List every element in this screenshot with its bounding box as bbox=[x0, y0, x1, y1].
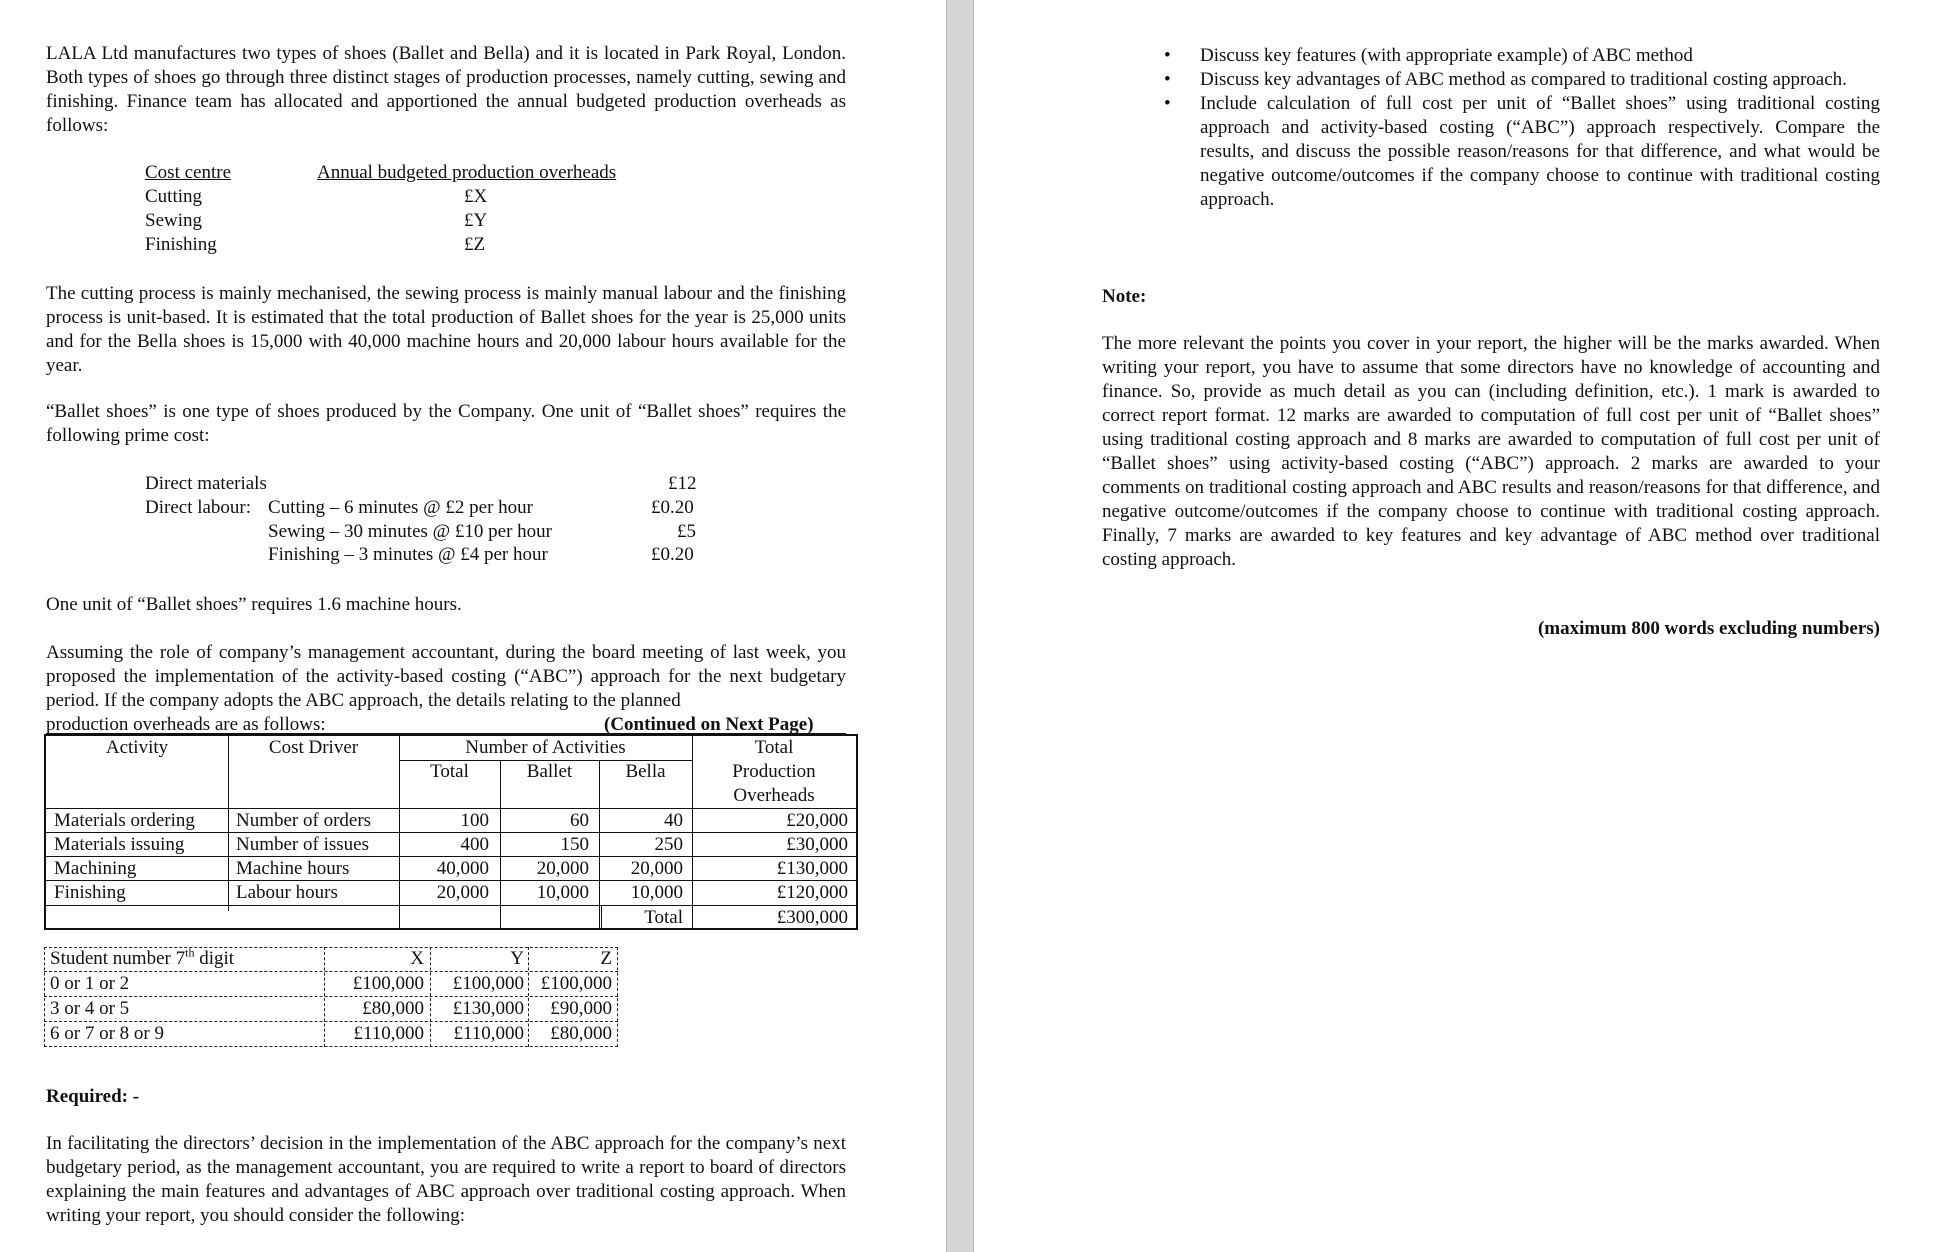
table-cell-overheads: £20,000 bbox=[786, 810, 848, 831]
word-limit: (maximum 800 words excluding numbers) bbox=[1537, 618, 1880, 639]
student-digit: 3 or 4 or 5 bbox=[50, 998, 130, 1019]
labour-finishing-value: £0.20 bbox=[651, 544, 694, 565]
student-number-table bbox=[44, 947, 618, 1049]
list-item: • Include calculation of full cost per unit of “Ballet shoes” using traditional costing approach and activity-based costing (“ABC”) approach respectively. Compare the results, and discuss the possible reason/reasons for that difference, and what would be negative outcome/outcomes if the company choose to continue with traditional costing approach. bbox=[1164, 92, 1880, 212]
prime-cost-paragraph: “Ballet shoes” is one type of shoes produced by the Company. One unit of “Ballet shoes” requires the following prime cost: bbox=[46, 401, 846, 446]
table-cell-activity: Finishing bbox=[54, 882, 126, 903]
student-x: £100,000 bbox=[352, 973, 424, 994]
table-cell-total: 20,000 bbox=[436, 882, 489, 903]
student-z: £80,000 bbox=[550, 1023, 612, 1044]
table-cell-total: 100 bbox=[460, 810, 489, 831]
process-paragraph: The cutting process is mainly mechanised, the sewing process is mainly manual labour and the finishing process is unit-based. It is estimated that the total production of Ballet shoes for the year is 25,000 units and for the Bella shoes is 15,000 with 40,000 machine hours and 20,000 labour hours available for the year. bbox=[46, 283, 846, 376]
labour-sewing: Sewing – 30 minutes @ £10 per hour bbox=[268, 521, 552, 542]
col-header-total-prod: Total bbox=[754, 737, 794, 758]
table-cell-ballet: 150 bbox=[560, 834, 589, 855]
document-page-left bbox=[0, 0, 946, 1252]
machine-hours-sentence: One unit of “Ballet shoes” requires 1.6 machine hours. bbox=[46, 594, 462, 615]
table-cell-overheads: £130,000 bbox=[776, 858, 848, 879]
required-label: Required: - bbox=[46, 1086, 140, 1107]
student-digit: 6 or 7 or 8 or 9 bbox=[50, 1023, 164, 1044]
table-cell-ballet: 60 bbox=[570, 810, 589, 831]
cost-centre-header: Cost centre bbox=[145, 162, 232, 183]
table-cell-driver: Machine hours bbox=[236, 858, 350, 879]
table-cell-activity: Materials ordering bbox=[54, 810, 195, 831]
col-header-num-activities: Number of Activities bbox=[465, 737, 626, 758]
table-cell-bella: 10,000 bbox=[630, 882, 683, 903]
student-col-z: Z bbox=[600, 948, 612, 969]
cost-centre-amount: £Z bbox=[464, 234, 486, 255]
student-digit: 0 or 1 or 2 bbox=[50, 973, 130, 994]
assume-last-line: production overheads are as follows: bbox=[46, 714, 326, 735]
list-item: • Discuss key advantages of ABC method as compared to traditional costing approach. bbox=[1164, 68, 1880, 92]
note-paragraph: The more relevant the points you cover in your report, the higher will be the marks awarded. When writing your report, you have to assume that some directors have no knowledge of accounting and finance. So, provide as much detail as you can (including definition, etc.). 1 mark is awarded to correct report format. 12 marks are awarded to computation of full cost per unit of “Ballet shoes” using traditional costing approach and 8 marks are awarded to computation of full cost per unit of “Ballet shoes” using activity-based costing (“ABC”) approach. 2 marks are awarded to your comments on traditional costing approach and ABC results and reason/reasons for that difference, and negative outcome/outcomes if the company choose to continue with traditional costing approach. Finally, 7 marks are awarded to key features and key advantage of ABC method over traditional costing approach. bbox=[1102, 333, 1880, 570]
cost-centre-amount: £Y bbox=[464, 210, 488, 231]
direct-materials-label: Direct materials bbox=[145, 473, 267, 494]
table-cell-driver: Labour hours bbox=[236, 882, 338, 903]
note-label: Note: bbox=[1102, 286, 1147, 307]
activity-table bbox=[44, 734, 858, 930]
direct-materials-value: £12 bbox=[668, 473, 697, 494]
requirements-list bbox=[1164, 44, 1880, 212]
labour-cutting: Cutting – 6 minutes @ £2 per hour bbox=[268, 497, 534, 518]
direct-labour-label: Direct labour: bbox=[145, 497, 252, 518]
table-total-label: Total bbox=[644, 907, 683, 928]
table-cell-overheads: £120,000 bbox=[776, 882, 848, 903]
table-cell-driver: Number of orders bbox=[236, 810, 372, 831]
student-x: £110,000 bbox=[353, 1023, 424, 1044]
page-gutter bbox=[946, 0, 974, 1252]
table-cell-activity: Machining bbox=[54, 858, 137, 879]
overheads-header: Annual budgeted production overheads bbox=[317, 162, 617, 183]
intro-paragraph: LALA Ltd manufactures two types of shoes (Ballet and Bella) and it is located in Park Royal, London. Both types of shoes go through three distinct stages of production processes, namely cutting, sewing and finishing. Finance team has allocated and apportioned the annual budgeted production overheads as follows: bbox=[46, 43, 846, 136]
table-cell-bella: 250 bbox=[654, 834, 683, 855]
assume-paragraph: Assuming the role of company’s management accountant, during the board meeting of last week, you proposed the implementation of the activity-based costing (“ABC”) approach for the next budgetary period. If the company adopts the ABC approach, the details relating to the planned bbox=[46, 642, 846, 711]
student-z: £90,000 bbox=[550, 998, 612, 1019]
table-cell-ballet: 20,000 bbox=[536, 858, 589, 879]
table-cell-total: 40,000 bbox=[436, 858, 489, 879]
col-header-total: Total bbox=[430, 761, 469, 782]
labour-cutting-value: £0.20 bbox=[651, 497, 694, 518]
col-header-cost-driver: Cost Driver bbox=[268, 737, 359, 758]
student-z: £100,000 bbox=[540, 973, 612, 994]
table-cell-driver: Number of issues bbox=[236, 834, 369, 855]
divider bbox=[228, 861, 229, 911]
labour-sewing-value: £5 bbox=[677, 521, 696, 542]
student-x: £80,000 bbox=[362, 998, 424, 1019]
table-cell-total: 400 bbox=[460, 834, 489, 855]
student-y: £130,000 bbox=[452, 998, 524, 1019]
col-header-total-prod: Production bbox=[732, 761, 816, 782]
col-header-bella: Bella bbox=[625, 761, 666, 782]
cost-centre-name: Cutting bbox=[145, 186, 203, 207]
student-header: Student number 7th digit bbox=[50, 945, 235, 969]
col-header-ballet: Ballet bbox=[526, 761, 573, 782]
student-col-y: Y bbox=[510, 948, 524, 969]
cost-centre-name: Sewing bbox=[145, 210, 202, 231]
table-cell-ballet: 10,000 bbox=[536, 882, 589, 903]
required-paragraph: In facilitating the directors’ decision in the implementation of the ABC approach for the company’s next budgetary period, as the management accountant, you are required to write a report to board of directors explaining the main features and advantages of ABC approach over traditional costing approach. When writing your report, you should consider the following: bbox=[46, 1133, 846, 1226]
table-cell-activity: Materials issuing bbox=[54, 834, 185, 855]
list-item: • Discuss key features (with appropriate example) of ABC method bbox=[1164, 44, 1880, 68]
student-y: £110,000 bbox=[453, 1023, 524, 1044]
col-header-activity: Activity bbox=[105, 737, 169, 758]
document-page-right bbox=[974, 0, 1940, 1252]
cost-centre-name: Finishing bbox=[145, 234, 217, 255]
table-total-value: £300,000 bbox=[776, 907, 848, 928]
table-cell-bella: 40 bbox=[664, 810, 683, 831]
cost-centre-amount: £X bbox=[464, 186, 488, 207]
labour-finishing: Finishing – 3 minutes @ £4 per hour bbox=[268, 544, 548, 565]
table-cell-bella: 20,000 bbox=[630, 858, 683, 879]
student-col-x: X bbox=[410, 948, 424, 969]
continued-note: (Continued on Next Page) bbox=[604, 714, 814, 735]
table-cell-overheads: £30,000 bbox=[786, 834, 848, 855]
student-y: £100,000 bbox=[452, 973, 524, 994]
col-header-total-prod: Overheads bbox=[733, 785, 815, 806]
